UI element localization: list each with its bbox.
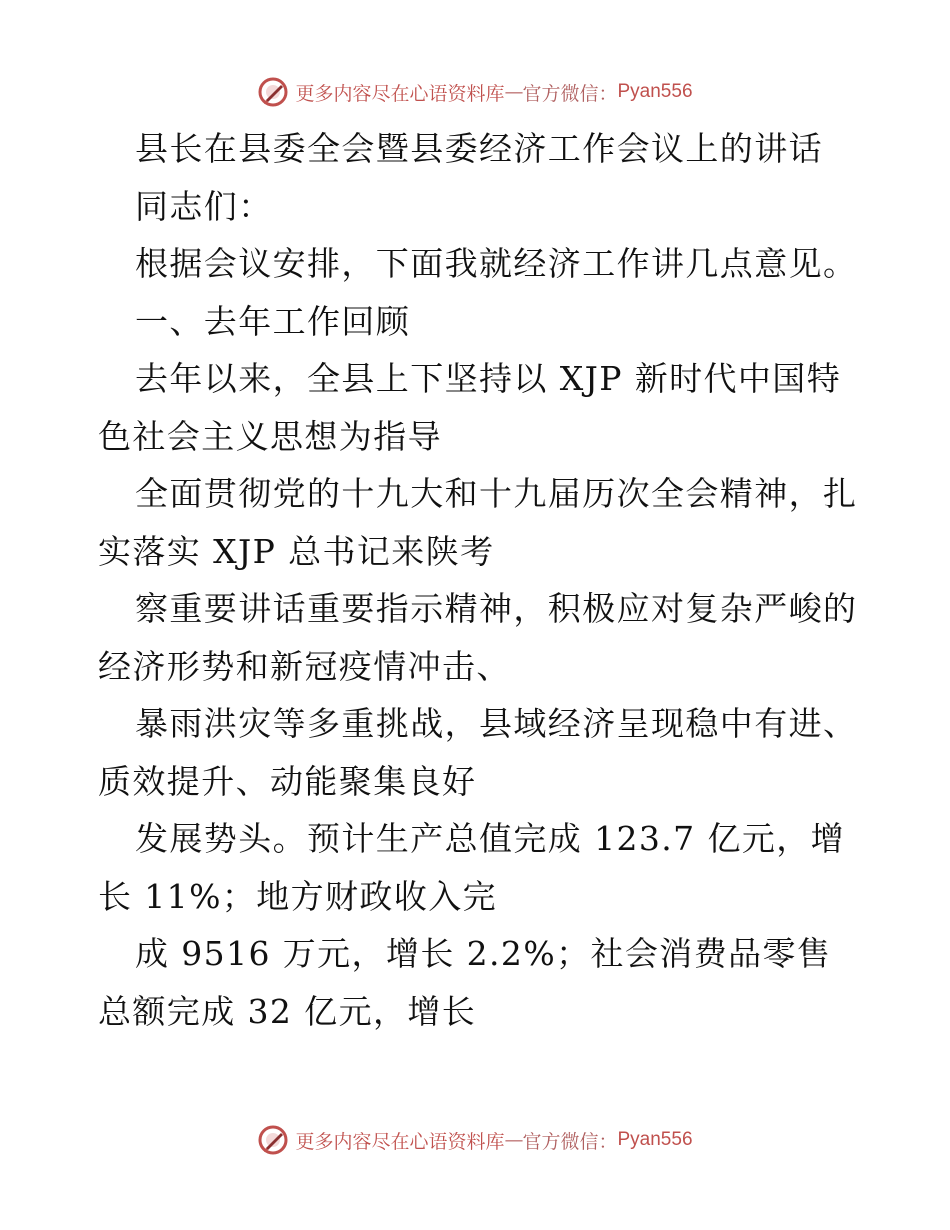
seal-pen-logo-icon	[257, 1124, 289, 1156]
body-paragraph: 发展势头。预计生产总值完成 123.7 亿元，增长 11%；地方财政收入完	[98, 819, 846, 916]
document-title: 县长在县委全会暨县委经济工作会议上的讲话	[135, 129, 823, 168]
header-watermark	[0, 72, 950, 112]
salutation: 同志们：	[135, 186, 273, 226]
body-paragraph: 去年以来，全县上下坚持以 XJP 新时代中国特色社会主义思想为指导	[98, 359, 842, 456]
watermark-wechat-id: Pyan556	[617, 1129, 693, 1150]
body-paragraph: 成 9516 万元，增长 2.2%；社会消费品零售总额完成 32 亿元，增长	[98, 934, 832, 1031]
document-body	[98, 120, 858, 1040]
section-heading: 一、去年工作回顾	[135, 301, 411, 341]
watermark-dash: —	[504, 81, 523, 103]
body-paragraph: 全面贯彻党的十九大和十九届历次全会精神，扎实落实 XJP 总书记来陕考	[98, 474, 858, 571]
watermark-dash: —	[504, 1129, 523, 1151]
body-paragraph: 暴雨洪灾等多重挑战，县域经济呈现稳中有进、质效提升、动能聚集良好	[98, 704, 858, 801]
watermark-site-text: 更多内容尽在心语资料库	[295, 1130, 505, 1153]
watermark-wechat-label: 官方微信：	[522, 82, 618, 105]
intro-paragraph: 根据会议安排，下面我就经济工作讲几点意见。	[135, 244, 858, 283]
watermark-wechat-label: 官方微信：	[522, 1130, 618, 1153]
watermark-wechat-id: Pyan556	[617, 81, 693, 102]
watermark-site-text: 更多内容尽在心语资料库	[295, 82, 505, 105]
footer-watermark	[0, 1120, 950, 1160]
seal-pen-logo-icon	[257, 76, 289, 108]
body-paragraph: 察重要讲话重要指示精神，积极应对复杂严峻的经济形势和新冠疫情冲击、	[98, 589, 858, 686]
